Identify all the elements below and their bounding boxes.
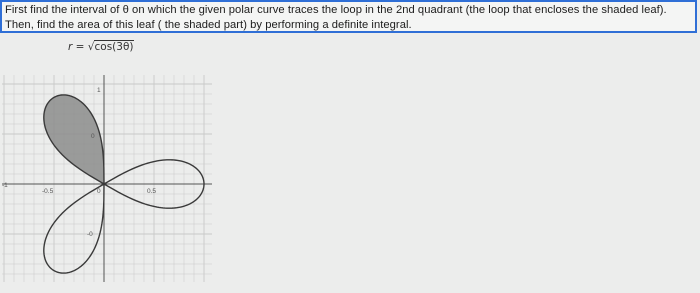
equation-lhs: r =	[68, 41, 85, 53]
question-box	[0, 0, 697, 33]
radical-sign: √	[87, 41, 95, 53]
tick-label-x-neg-one: -1	[2, 182, 8, 189]
axes	[2, 75, 212, 282]
tick-label-origin: 0	[97, 188, 101, 195]
polar-graph	[0, 70, 220, 288]
tick-label-y-half: 0	[91, 133, 95, 140]
tick-label-y-top: 1	[97, 87, 101, 94]
tick-label-y-neg-half: -0	[87, 231, 93, 238]
grid-lines	[2, 75, 212, 282]
equation-radicand: cos(3θ)	[94, 41, 134, 53]
tick-label-x-pos-half: 0.5	[147, 188, 157, 195]
tick-label-x-neg-half: -0.5	[42, 188, 54, 195]
polar-equation	[68, 41, 134, 53]
question-text: First find the interval of θ on which the given polar curve traces the loop in the 2nd quadrant (the loop that encloses the shaded leaf). Then, find the area of this leaf ( the shaded part) by performing a definite integral.	[5, 4, 667, 31]
